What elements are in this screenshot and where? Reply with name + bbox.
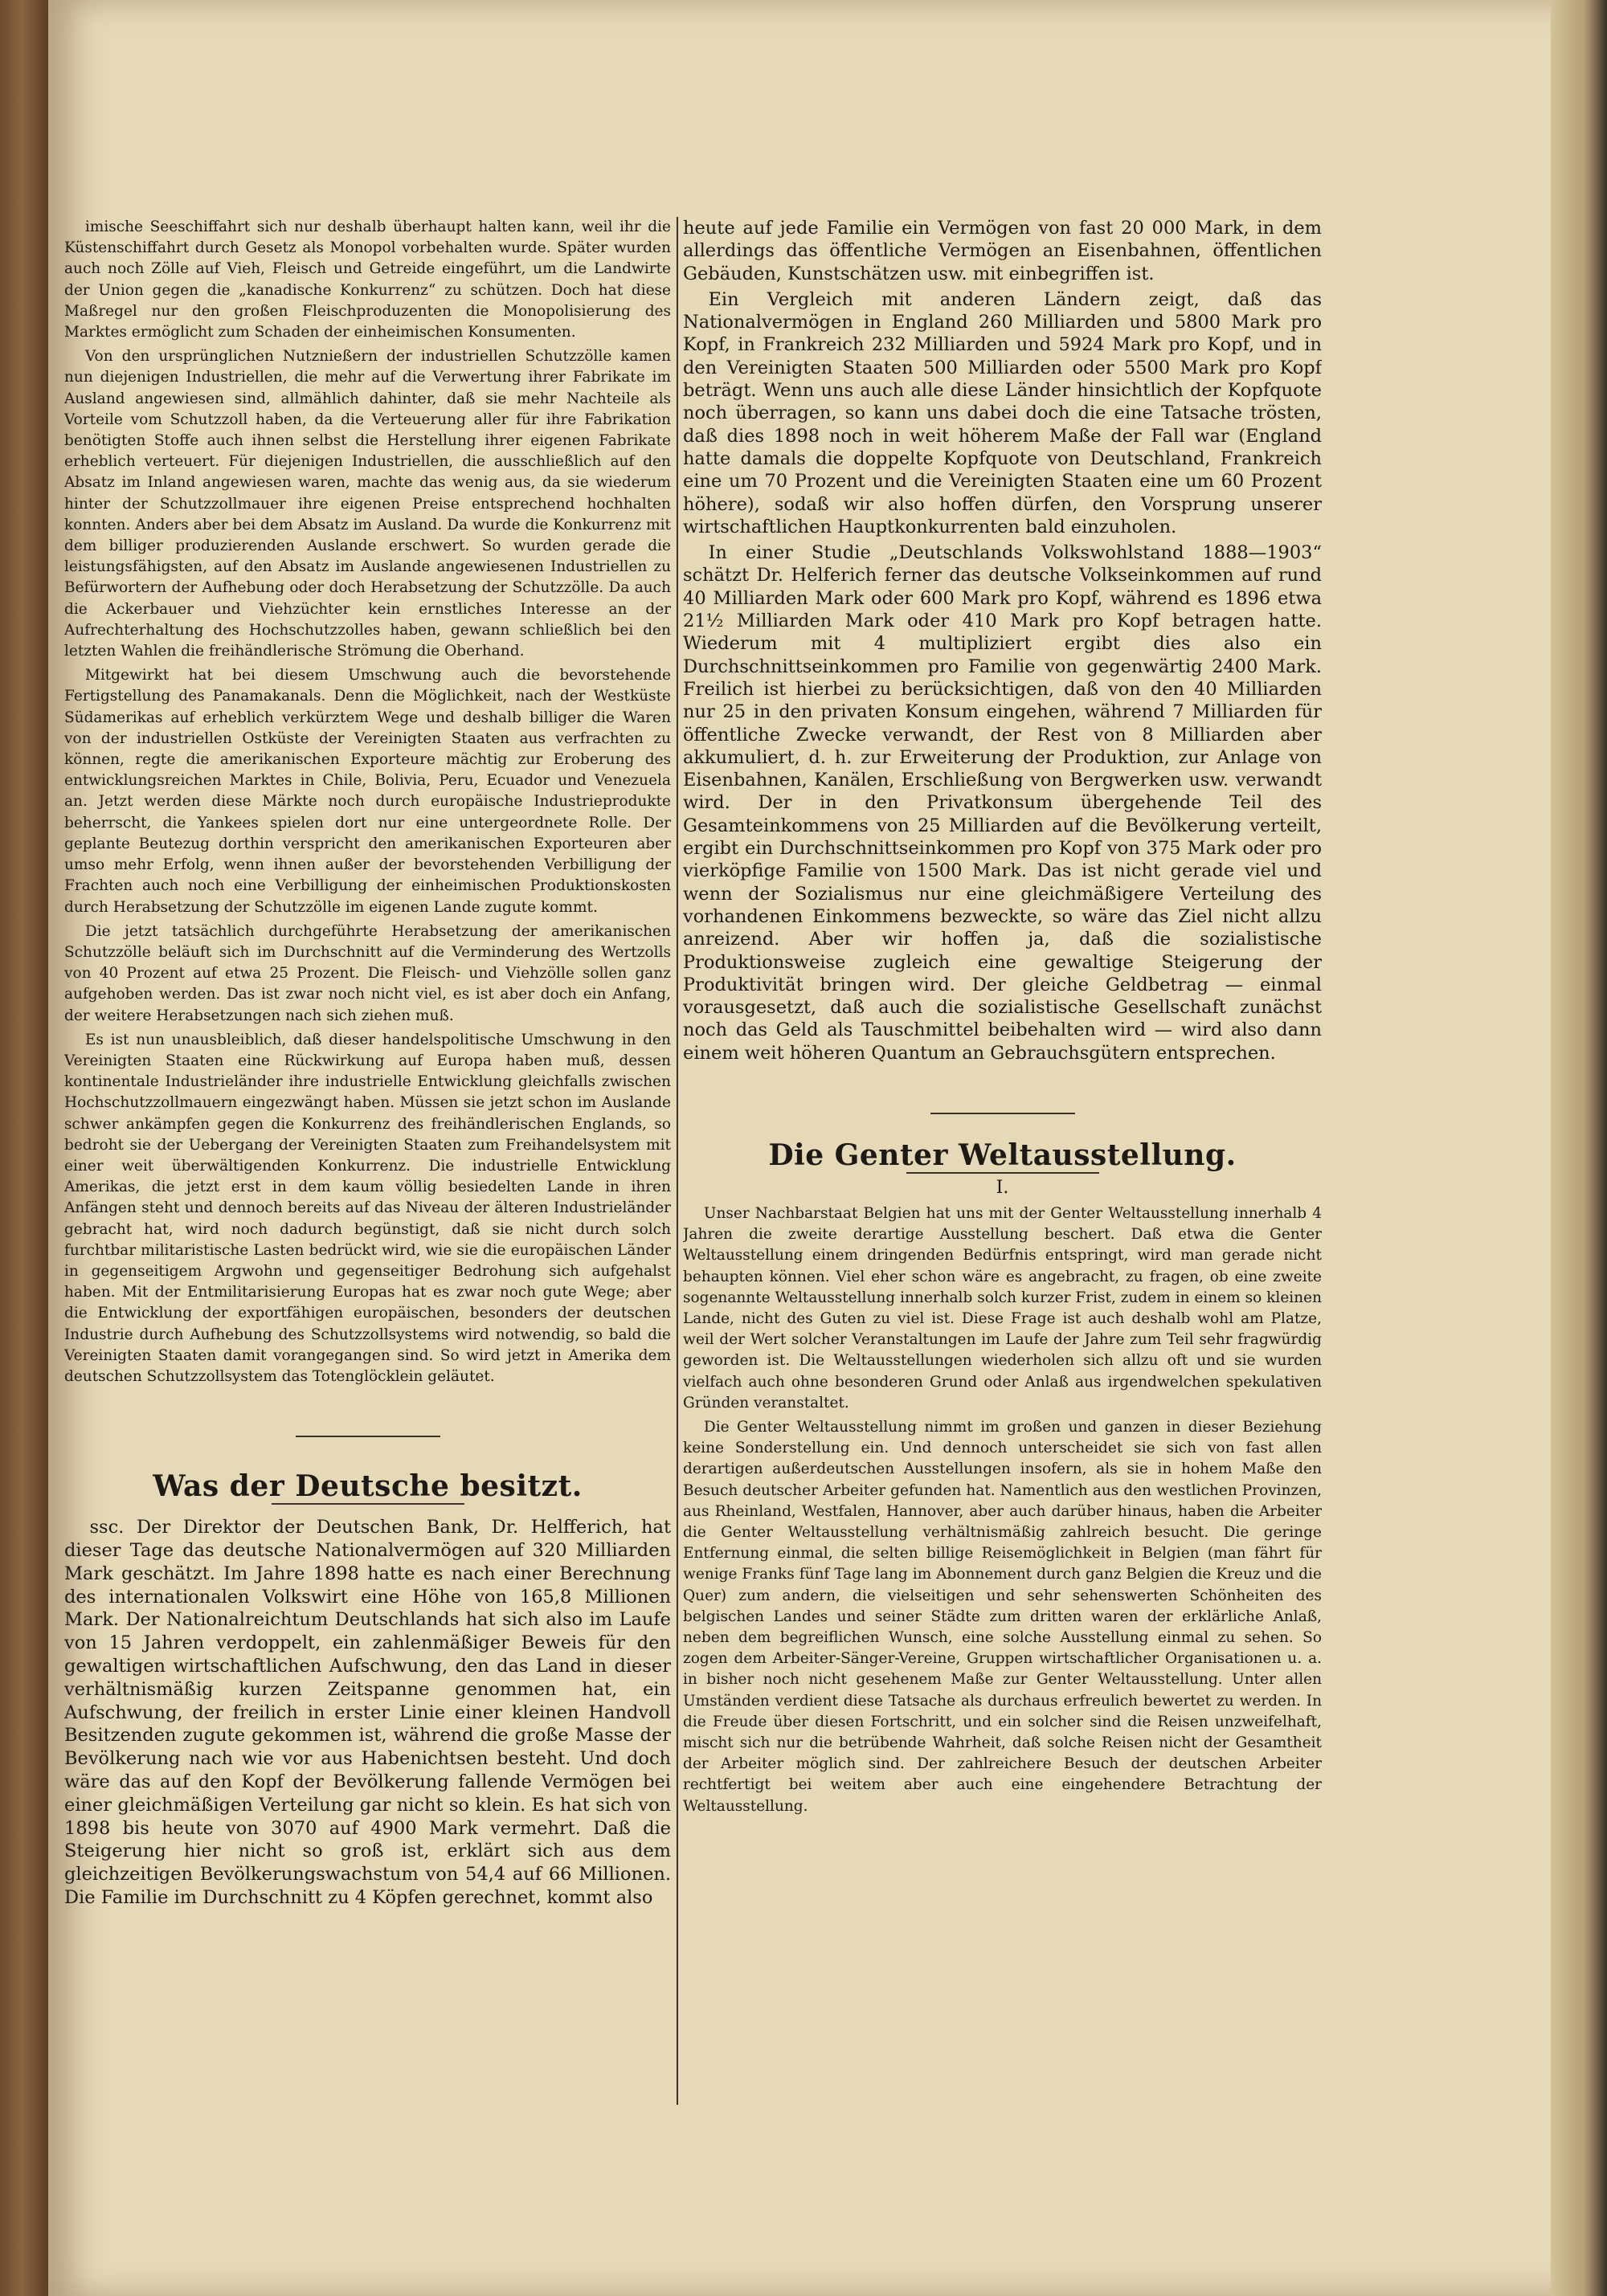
book-spine (0, 0, 48, 2296)
paragraph: imische Seeschiffahrt sich nur deshalb überhaupt halten kann, weil ihr die Küstenschiffahrt durch Gesetz als Monopol vorbehalten wurde. Später wurden auch noch Zölle auf Vieh, Fleisch und Getreide eingeführt, um die Landwirte der Union gegen die „kanadische Konkurrenz“ zu schützen. Doch hat diese Maßregel nur den großen Fleischproduzenten die Monopolisierung des Marktes ermöglicht zum Schaden der einheimischen Konsumenten. (64, 219, 671, 341)
paragraph: Es ist nun unausbleiblich, daß dieser handelspolitische Umschwung in den Vereinigten Staaten eine Rückwirkung auf Europa haben muß, dessen kontinentale Industrieländer ihre industrielle Entwicklung gleichfalls zwischen Hochschutzzollmauern eingezwängt haben. Müssen sie jetzt schon im Auslande schwer ankämpfen gegen die Konkurrenz des freihändlerischen Englands, so bedroht sie der Uebergang der Vereinigten Staaten zum Freihandelsystem mit einer weit überwältigenden Konkurrenz. Die industrielle Entwicklung Amerikas, die jetzt erst in dem kaum völlig besiedelten Lande in ihren Anfängen steht und dennoch bereits auf das Niveau der älteren Industrieländer gebracht hat, wird noch dadurch begünstigt, daß sie nicht durch solch furchtbar militaristische Lasten bedrückt wird, wie sie die europäischen Länder in gegenseitigem Argwohn und gegenseitiger Bedrohung sich aufgehalst haben. Mit der Entmilitarisierung Europas hat es zwar noch gute Wege; aber die Entwicklung der exportfähigen europäischen, besonders der deutschen Industrie durch Aufhebung des Schutzzollsystems wird notwendig, so bald die Vereinigten Staaten damit vorangegangen sind. So wird jetzt in Amerika dem deutschen Schutzzollsystem das Totenglöcklein geläutet. (64, 1031, 671, 1385)
paragraph: Mitgewirkt hat bei diesem Umschwung auch die bevorstehende Fertigstellung des Panamakanals. Denn die Möglichkeit, nach der Westküste Südamerikas auf erheblich verkürztem Wege und deshalb billiger die Waren von der industriellen Ostküste der Vereinigten Staaten aus verfrachten zu können, regte die amerikanischen Exporteure mächtig zur Eroberung des entwicklungsreichen Marktes in Chile, Bolivia, Peru, Ecuador und Venezuela an. Jetzt werden diese Märkte noch durch europäische Industrieprodukte beherrscht, die Yankees spielen dort nur eine untergeordnete Rolle. Der geplante Beutezug dorthin verspricht den amerikanischen Exporteuren aber umso mehr Erfolg, wenn ihnen außer der bevorstehenden Verbilligung der Frachten auch noch eine Verbilligung der einheimischen Produktionskosten durch Herabsetzung der Schutzzölle im eigenen Lande zugute kommt. (64, 667, 671, 916)
section-number: I. (996, 1177, 1009, 1198)
paragraph: ssc. Der Direktor der Deutschen Bank, Dr. Helfferich, hat dieser Tage das deutsche Nationalvermögen auf 320 Milliarden Mark geschätzt. Im Jahre 1898 hatte es nach einer Berechnung des internationalen Volkswirt eine Höhe von 165,8 Millionen Mark. Der Nationalreichtum Deutschlands hat sich also im Laufe von 15 Jahren verdoppelt, ein zahlenmäßiger Beweis für den gewaltigen wirtschaftlichen Aufschwung, den das Land in dieser verhältnismäßig kurzen Zeitspanne genommen hat, ein Aufschwung, der freilich in erster Linie einer kleinen Handvoll Besitzenden zugute gekommen ist, während die große Masse der Bevölkerung nach wie vor aus Habenichtsen besteht. Und doch wäre das auf den Kopf der Bevölkerung fallende Vermögen bei einer gleichmäßigen Verteilung gar nicht so klein. Es hat sich von 1898 bis heute von 3070 auf 4900 Mark vermehrt. Daß die Steigerung hier nicht so groß ist, erklärt sich aus dem gleichzeitigen Bevölkerungswachstum von 54,4 auf 66 Millionen. Die Familie im Durchschnitt zu 4 Köpfen gerechnet, kommt also (64, 1517, 671, 1908)
paragraph: In einer Studie „Deutschlands Volkswohlstand 1888—1903“ schätzt Dr. Helferich ferner das deutsche Volkseinkommen auf rund 40 Milliarden Mark oder 600 Mark pro Kopf, während es 1896 etwa 21½ Milliarden Mark oder 410 Mark pro Kopf betragen hatte. Wiederum mit 4 multipliziert ergibt dies also ein Durchschnittseinkommen pro Familie von gegenwärtig 2400 Mark. Freilich ist hierbei zu berücksichtigen, daß von den 40 Milliarden nur 25 in den privaten Konsum eingehen, während 7 Milliarden für öffentliche Zwecke verwandt, der Rest von 8 Milliarden aber akkumuliert, d. h. zur Erweiterung der Produktion, zur Anlage von Eisenbahnen, Kanälen, Erschließung von Bergwerken usw. verwandt wird. Der in den Privatkonsum übergehende Teil des Gesamteinkommens von 25 Milliarden auf die Bevölkerung verteilt, ergibt ein Durchschnittseinkommen pro Kopf von 375 Mark oder pro vierköpfige Familie von 1500 Mark. Das ist nicht gerade viel und wenn der Sozialismus nur eine gleichmäßigere Verteilung des vorhandenen Einkommens bezweckte, so wäre das Ziel nicht allzu anreizend. Aber wir hoffen ja, daß die sozialistische Produktionsweise zugleich eine gewaltige Steigerung der Produktivität bringen wird. Der gleiche Geldbetrag — einmal vorausgesetzt, daß auch die sozialistische Gesellschaft zunächst noch das Geld als Tauschmittel beibehalten wird — wird also dann einem weit höheren Quantum an Gebrauchsgütern entsprechen. (683, 542, 1322, 1064)
title-underline (906, 1172, 1099, 1174)
article-title: Was der Deutsche besitzt. (153, 1469, 583, 1504)
paragraph: Die Genter Weltausstellung nimmt im großen und ganzen in dieser Beziehung keine Sonderstellung ein. Und dennoch unterscheidet sie sich von fast allen derartigen außerdeutschen Ausstellungen insofern, als sie in hohem Maße den Besuch deutscher Arbeiter gefunden hat. Namentlich aus den westlichen Provinzen, aus Rheinland, Westfalen, Hannover, aber auch darüber hinaus, haben die Arbeiter die Genter Weltausstellung verhältnismäßig zahlreich besucht. Die geringe Entfernung einmal, die selten billige Reisemöglichkeit in Belgien (man fährt für wenige Franks fünf Tage lang im Abonnement durch ganz Belgien die Kreuz und die Quer) zum andern, die vielseitigen und sehr sehenswerten Schönheiten des belgischen Landes und seiner Städte zum dritten waren der erklärliche Anlaß, neben dem begreiflichen Wunsch, eine solche Ausstellung einmal zu sehen. So zogen dem Arbeiter-Sänger-Vereine, Gruppen wirtschaftlicher Organisationen u. a. in bisher noch nicht gesehenem Maße zur Genter Weltausstellung. Unter allen Umständen verdient diese Tatsache als durchaus erfreulich bewertet zu werden. In die Freude über diesen Fortschritt, und ein solcher sind die Reisen unzweifelhaft, mischt sich nur die betrübende Wahrheit, daß solche Reisen nicht der Gesamtheit der Arbeiter möglich sind. Der zahlreichere Besuch der deutschen Arbeiter rechtfertigt bei weitem aber auch eine eingehendere Betrachtung der Weltausstellung. (683, 1419, 1322, 1815)
column-divider (677, 217, 678, 2105)
paragraph: Unser Nachbarstaat Belgien hat uns mit der Genter Weltausstellung innerhalb 4 Jahren die zweite derartige Ausstellung beschert. Daß etwa die Genter Weltausstellung einem dringenden Bedürfnis entspringt, wird man gerade nicht behaupten können. Viel eher schon wäre es angebracht, zu fragen, ob eine zweite sogenannte Weltausstellung innerhalb solch kurzer Frist, zudem in einem so kleinen Lande, nicht des Guten zu viel ist. Diese Frage ist auch deshalb wohl am Platze, weil der Wert solcher Veranstaltungen im Laufe der Jahre zum Teil sehr fragwürdig geworden ist. Die Weltausstellungen wiederholen sich allzu oft und sie wurden vielfach auch ohne besonderen Grund oder Anlaß aus irgendwelchen spekulativen Gründen veranstaltet. (683, 1204, 1322, 1412)
page-edge (1551, 0, 1607, 2296)
paragraph: Von den ursprünglichen Nutznießern der industriellen Schutzzölle kamen nun diejenigen Industriellen, die mehr auf die Verwertung ihrer Fabrikate im Ausland angewiesen sind, allmählich dahinter, daß sie mehr Nachteile als Vorteile vom Schutzzoll haben, da die Verteuerung aller für ihre Fabrikation benötigten Stoffe auch ihnen selbst die Herstellung ihrer eigenen Fabrikate erheblich verteuert. Für diejenigen Industriellen, die ausschließlich auf den Absatz im Inland angewiesen waren, machte das wenig aus, da sie wiederum hinter der Schutzzollmauer ihre eigenen Preise entsprechend hochhalten konnten. Anders aber bei dem Absatz im Ausland. Da wurde die Konkurrenz mit dem billiger produzierenden Auslande erschwert. So wurden gerade die leistungsfähigsten, auf den Absatz im Auslande angewiesenen Industriellen zu Befürwortern der Aufhebung oder doch Herabsetzung der Schutzzölle. Da auch die Ackerbauer und Viehzüchter kein ernstliches Interesse an der Aufrechterhaltung des Hochschutzzolles haben, gewann schließlich bei den letzten Wahlen die freihändlerische Strömung die Oberhand. (64, 348, 671, 660)
paragraph: Ein Vergleich mit anderen Ländern zeigt, daß das Nationalvermögen in England 260 Milliarden und 5800 Mark pro Kopf, in Frankreich 232 Milliarden und 5924 Mark pro Kopf, und in den Vereinigten Staaten 500 Milliarden oder 5500 Mark pro Kopf beträgt. Wenn uns auch alle diese Länder hinsichtlich der Kopfquote noch überragen, so kann uns dabei doch die eine Tatsache trösten, daß dies 1898 noch in weit höherem Maße der Fall war (England hatte damals die doppelte Kopfquote von Deutschland, Frankreich eine um 70 Prozent und die Vereinigten Staaten eine um 60 Prozent höhere), sodaß wir also hoffen dürfen, den Vorsprung unserer wirtschaftlichen Hauptkonkurrenten bald einzuholen. (683, 288, 1322, 537)
right-column (683, 217, 1322, 2274)
left-column (64, 217, 671, 2274)
article-title: Die Genter Weltausstellung. (768, 1138, 1237, 1172)
paragraph: Die jetzt tatsächlich durchgeführte Herabsetzung der amerikanischen Schutzzölle beläuft sich im Durchschnitt auf die Verminderung des Wertzolls von 40 Prozent auf etwa 25 Prozent. Die Fleisch- und Viehzölle sollen ganz aufgehoben werden. Das ist zwar noch nicht viel, es ist aber doch ein Anfang, der weitere Herabsetzungen nach sich ziehen muß. (64, 922, 671, 1024)
paragraph: heute auf jede Familie ein Vermögen von fast 20 000 Mark, in dem allerdings das öffentliche Vermögen an Eisenbahnen, öffentlichen Gebäuden, Kunstschätzen usw. mit einbegriffen ist. (683, 218, 1322, 284)
